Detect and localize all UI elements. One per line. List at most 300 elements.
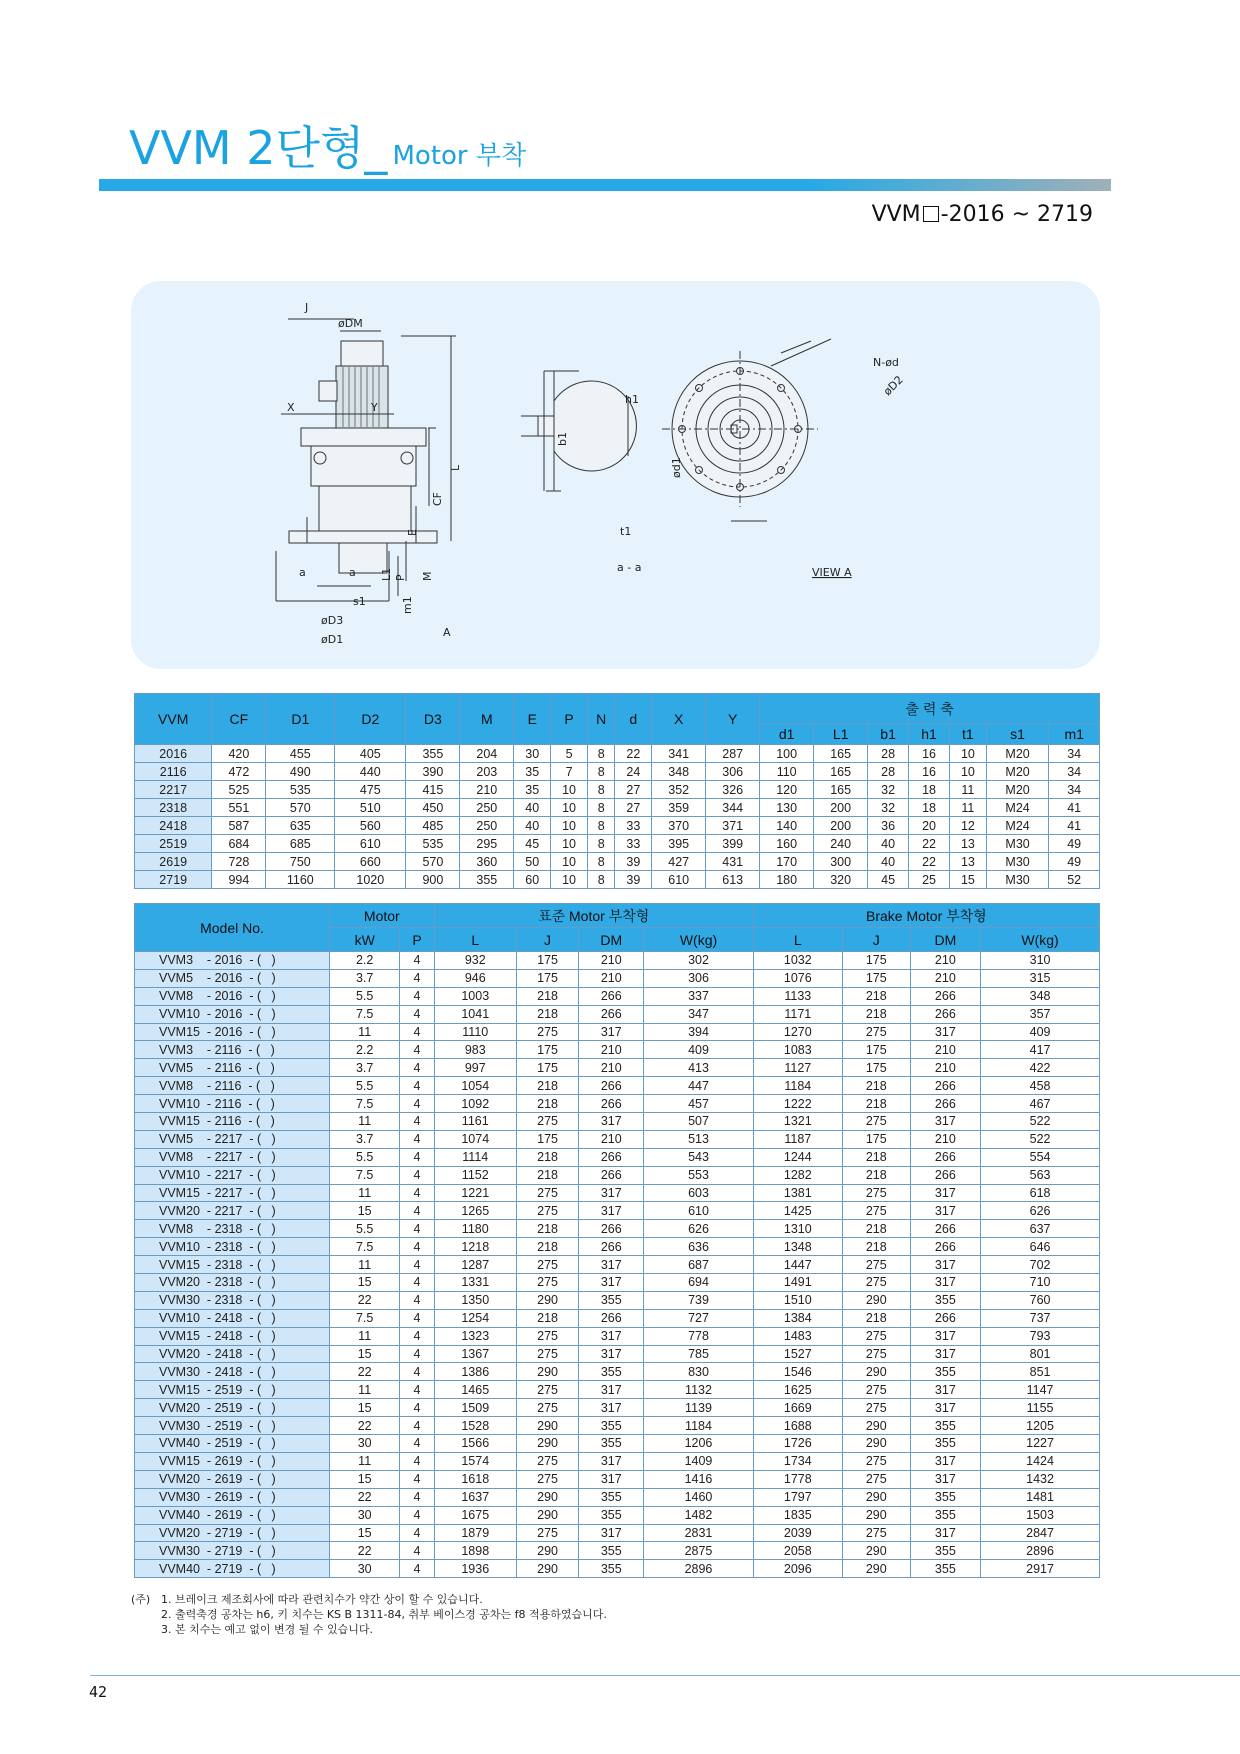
note-3: 3. 본 치수는 예고 없이 변경 될 수 있습니다. xyxy=(161,1623,373,1636)
table-cell: 275 xyxy=(516,1524,578,1542)
table-cell: 4 xyxy=(400,1417,434,1435)
table-cell: 41 xyxy=(1049,817,1100,835)
table-cell: 317 xyxy=(910,1023,981,1041)
table-cell: 2875 xyxy=(644,1542,753,1560)
table-cell: 1491 xyxy=(753,1274,842,1292)
table-row xyxy=(135,1506,1100,1524)
table-cell: 2039 xyxy=(753,1524,842,1542)
table-cell: 22 xyxy=(330,1542,400,1560)
notes-label: (주) xyxy=(131,1593,151,1606)
table-cell: 22 xyxy=(330,1363,400,1381)
table-cell: 290 xyxy=(842,1435,910,1453)
table-cell: 431 xyxy=(706,853,760,871)
table-cell: 7.5 xyxy=(330,1309,400,1327)
table-cell: 317 xyxy=(910,1345,981,1363)
table-cell: 40 xyxy=(514,799,551,817)
table-cell: 507 xyxy=(644,1113,753,1131)
table-cell: 10 xyxy=(949,745,986,763)
model-cell: VVM30 - 2719 - ( ) xyxy=(135,1542,330,1560)
table-cell: 347 xyxy=(644,1005,753,1023)
table-cell: 1287 xyxy=(434,1256,516,1274)
dim-header-7: P xyxy=(551,694,588,745)
table-cell: M20 xyxy=(986,745,1049,763)
table-cell: 160 xyxy=(760,835,814,853)
table-cell: 28 xyxy=(868,745,909,763)
table-cell: 4 xyxy=(400,1327,434,1345)
table-cell: 1566 xyxy=(434,1435,516,1453)
table-cell: 7.5 xyxy=(330,1095,400,1113)
table-cell: 4 xyxy=(400,1202,434,1220)
note-1: 1. 브레이크 제조회사에 따라 관련치수가 약간 상이 할 수 있습니다. xyxy=(161,1593,483,1606)
table-cell: 1936 xyxy=(434,1560,516,1578)
table-cell: 1076 xyxy=(753,969,842,987)
table-cell: 475 xyxy=(335,781,406,799)
table-cell: 8 xyxy=(587,817,614,835)
table-cell: 694 xyxy=(644,1274,753,1292)
motor-subheader-9: W(kg) xyxy=(981,928,1100,952)
table-cell: 218 xyxy=(516,1148,578,1166)
table-cell: 1206 xyxy=(644,1435,753,1453)
table-cell: 210 xyxy=(910,1130,981,1148)
table-cell: 2096 xyxy=(753,1560,842,1578)
table-cell: 200 xyxy=(814,817,868,835)
table-cell: 32 xyxy=(868,781,909,799)
table-cell: 660 xyxy=(335,853,406,871)
table-cell: 440 xyxy=(335,763,406,781)
model-cell: VVM5 - 2116 - ( ) xyxy=(135,1059,330,1077)
table-cell: 1381 xyxy=(753,1184,842,1202)
table-cell: 455 xyxy=(266,745,335,763)
table-cell: 266 xyxy=(910,1077,981,1095)
table-row xyxy=(135,871,1100,889)
table-cell: 10 xyxy=(551,871,588,889)
dim-subheader-2: b1 xyxy=(868,724,909,745)
table-cell: 25 xyxy=(909,871,950,889)
table-row xyxy=(135,1005,1100,1023)
table-cell: 40 xyxy=(868,853,909,871)
table-cell: 1147 xyxy=(981,1381,1100,1399)
table-cell: 317 xyxy=(579,1345,644,1363)
table-cell: 1424 xyxy=(981,1452,1100,1470)
table-cell: 317 xyxy=(579,1202,644,1220)
table-cell: 306 xyxy=(644,969,753,987)
table-cell: 4 xyxy=(400,1023,434,1041)
table-cell: 180 xyxy=(760,871,814,889)
table-cell: 4 xyxy=(400,952,434,970)
model-cell: VVM10 - 2217 - ( ) xyxy=(135,1166,330,1184)
table-cell: 250 xyxy=(460,817,514,835)
table-cell: 447 xyxy=(644,1077,753,1095)
motor-subheader-1: P xyxy=(400,928,434,952)
table-cell: 266 xyxy=(910,1095,981,1113)
table-cell: 266 xyxy=(910,1238,981,1256)
table-cell: 2016 xyxy=(135,745,212,763)
table-cell: 750 xyxy=(266,853,335,871)
table-cell: 306 xyxy=(706,763,760,781)
model-cell: VVM30 - 2318 - ( ) xyxy=(135,1291,330,1309)
table-cell: 409 xyxy=(981,1023,1100,1041)
label-D2: øD2 xyxy=(880,373,906,399)
upper-flange xyxy=(301,428,426,446)
header-model-no: Model No. xyxy=(135,904,330,952)
table-cell: 317 xyxy=(910,1202,981,1220)
model-cell: VVM10 - 2318 - ( ) xyxy=(135,1238,330,1256)
table-cell: 1898 xyxy=(434,1542,516,1560)
table-cell: 1481 xyxy=(981,1488,1100,1506)
table-cell: 275 xyxy=(842,1184,910,1202)
table-cell: 110 xyxy=(760,763,814,781)
table-cell: 317 xyxy=(910,1113,981,1131)
table-cell: 11 xyxy=(330,1023,400,1041)
label-L1: L1 xyxy=(380,567,393,581)
table-cell: 636 xyxy=(644,1238,753,1256)
table-cell: 1161 xyxy=(434,1113,516,1131)
table-cell: 490 xyxy=(266,763,335,781)
table-cell: 4 xyxy=(400,1488,434,1506)
table-cell: 4 xyxy=(400,1363,434,1381)
table-cell: 275 xyxy=(842,1524,910,1542)
table-row xyxy=(135,1524,1100,1542)
table-cell: 2847 xyxy=(981,1524,1100,1542)
table-cell: 11 xyxy=(330,1381,400,1399)
table-cell: 140 xyxy=(760,817,814,835)
table-cell: 317 xyxy=(579,1184,644,1202)
table-cell: 39 xyxy=(615,871,652,889)
table-row xyxy=(135,1059,1100,1077)
table-cell: 7 xyxy=(551,763,588,781)
table-row xyxy=(135,1345,1100,1363)
table-cell: 522 xyxy=(981,1130,1100,1148)
table-cell: 10 xyxy=(551,817,588,835)
table-cell: 310 xyxy=(981,952,1100,970)
table-cell: 15 xyxy=(330,1524,400,1542)
table-cell: 275 xyxy=(842,1399,910,1417)
drawing-svg xyxy=(131,281,1100,669)
model-cell: VVM8 - 2318 - ( ) xyxy=(135,1220,330,1238)
table-cell: 317 xyxy=(579,1327,644,1345)
table-cell: 5 xyxy=(551,745,588,763)
table-cell: 535 xyxy=(406,835,460,853)
table-cell: 175 xyxy=(842,1130,910,1148)
table-cell: 1503 xyxy=(981,1506,1100,1524)
table-cell: M30 xyxy=(986,871,1049,889)
table-cell: 275 xyxy=(516,1184,578,1202)
table-row xyxy=(135,835,1100,853)
table-cell: 793 xyxy=(981,1327,1100,1345)
dim-subheader-1: L1 xyxy=(814,724,868,745)
table-cell: 290 xyxy=(842,1506,910,1524)
table-cell: 218 xyxy=(842,1220,910,1238)
table-cell: 275 xyxy=(842,1113,910,1131)
table-cell: 52 xyxy=(1049,871,1100,889)
table-cell: 4 xyxy=(400,1291,434,1309)
table-row xyxy=(135,1095,1100,1113)
table-row xyxy=(135,1113,1100,1131)
model-cell: VVM30 - 2619 - ( ) xyxy=(135,1488,330,1506)
motor-subheader-0: kW xyxy=(330,928,400,952)
table-cell: 250 xyxy=(460,799,514,817)
table-cell: 4 xyxy=(400,1309,434,1327)
table-cell: 8 xyxy=(587,799,614,817)
table-cell: 357 xyxy=(981,1005,1100,1023)
table-cell: 1092 xyxy=(434,1095,516,1113)
model-cell: VVM8 - 2016 - ( ) xyxy=(135,987,330,1005)
table-cell: 11 xyxy=(330,1452,400,1470)
table-cell: 290 xyxy=(516,1291,578,1309)
page-number: 42 xyxy=(89,1683,108,1701)
table-row xyxy=(135,1130,1100,1148)
table-cell: 130 xyxy=(760,799,814,817)
table-cell: 290 xyxy=(516,1506,578,1524)
table-cell: 450 xyxy=(406,799,460,817)
table-cell: 1546 xyxy=(753,1363,842,1381)
terminal-box xyxy=(319,381,337,401)
table-cell: 175 xyxy=(516,1130,578,1148)
table-cell: 326 xyxy=(706,781,760,799)
table-cell: 415 xyxy=(406,781,460,799)
table-cell: 40 xyxy=(514,817,551,835)
table-cell: 290 xyxy=(842,1560,910,1578)
table-row xyxy=(135,987,1100,1005)
table-cell: 295 xyxy=(460,835,514,853)
dim-subheader-3: h1 xyxy=(909,724,950,745)
dim-header-4: D3 xyxy=(406,694,460,745)
model-cell: VVM40 - 2719 - ( ) xyxy=(135,1560,330,1578)
table-cell: 218 xyxy=(516,1238,578,1256)
table-cell: 275 xyxy=(842,1023,910,1041)
table-cell: 1020 xyxy=(335,871,406,889)
table-cell: 4 xyxy=(400,1113,434,1131)
table-cell: 165 xyxy=(814,781,868,799)
table-cell: 4 xyxy=(400,1345,434,1363)
table-row xyxy=(135,1077,1100,1095)
motor-table-body xyxy=(135,952,1100,1578)
dim-subheader-6: m1 xyxy=(1049,724,1100,745)
table-cell: 613 xyxy=(706,871,760,889)
table-row xyxy=(135,1452,1100,1470)
table-cell: 266 xyxy=(579,1309,644,1327)
table-cell: 2917 xyxy=(981,1560,1100,1578)
table-cell: 1032 xyxy=(753,952,842,970)
table-cell: 1527 xyxy=(753,1345,842,1363)
table-cell: 1110 xyxy=(434,1023,516,1041)
table-cell: 355 xyxy=(910,1417,981,1435)
model-cell: VVM10 - 2418 - ( ) xyxy=(135,1309,330,1327)
model-cell: VVM20 - 2719 - ( ) xyxy=(135,1524,330,1542)
table-cell: 355 xyxy=(910,1291,981,1309)
dim-header-9: d xyxy=(615,694,652,745)
table-cell: M24 xyxy=(986,817,1049,835)
model-cell: VVM40 - 2619 - ( ) xyxy=(135,1506,330,1524)
table-row xyxy=(135,763,1100,781)
header-motor: Motor xyxy=(330,904,435,928)
table-cell: 275 xyxy=(516,1256,578,1274)
table-cell: 710 xyxy=(981,1274,1100,1292)
table-cell: 1482 xyxy=(644,1506,753,1524)
dim-header-10: X xyxy=(652,694,706,745)
table-cell: 290 xyxy=(516,1542,578,1560)
footnotes xyxy=(131,1592,607,1637)
table-cell: 175 xyxy=(516,969,578,987)
table-cell: 1460 xyxy=(644,1488,753,1506)
table-cell: 218 xyxy=(516,1166,578,1184)
table-cell: 355 xyxy=(910,1435,981,1453)
table-row xyxy=(135,1274,1100,1292)
model-cell: VVM10 - 2116 - ( ) xyxy=(135,1095,330,1113)
table-cell: 4 xyxy=(400,1524,434,1542)
motor-subheader-6: L xyxy=(753,928,842,952)
table-cell: 522 xyxy=(981,1113,1100,1131)
table-cell: 560 xyxy=(335,817,406,835)
table-cell: 266 xyxy=(579,1095,644,1113)
table-cell: M20 xyxy=(986,763,1049,781)
table-cell: 317 xyxy=(579,1256,644,1274)
table-cell: 1132 xyxy=(644,1381,753,1399)
motor-table-header-row xyxy=(135,904,1100,928)
table-cell: 4 xyxy=(400,1041,434,1059)
table-cell: 360 xyxy=(460,853,514,871)
table-cell: 218 xyxy=(516,1005,578,1023)
table-cell: 210 xyxy=(910,969,981,987)
table-cell: 4 xyxy=(400,1166,434,1184)
table-cell: 1879 xyxy=(434,1524,516,1542)
table-cell: 4 xyxy=(400,969,434,987)
table-cell: 4 xyxy=(400,1220,434,1238)
table-cell: 5.5 xyxy=(330,987,400,1005)
table-cell: 1321 xyxy=(753,1113,842,1131)
table-cell: 41 xyxy=(1049,799,1100,817)
table-cell: 266 xyxy=(579,1238,644,1256)
table-cell: 1447 xyxy=(753,1256,842,1274)
table-cell: 275 xyxy=(516,1023,578,1041)
table-cell: 35 xyxy=(514,763,551,781)
label-s1: s1 xyxy=(353,595,366,608)
table-cell: 40 xyxy=(868,835,909,853)
table-cell: 266 xyxy=(579,1077,644,1095)
table-cell: 28 xyxy=(868,763,909,781)
model-cell: VVM15 - 2016 - ( ) xyxy=(135,1023,330,1041)
table-row xyxy=(135,817,1100,835)
table-cell: 2058 xyxy=(753,1542,842,1560)
table-row xyxy=(135,952,1100,970)
table-cell: 4 xyxy=(400,1381,434,1399)
motor-subheader-7: J xyxy=(842,928,910,952)
table-cell: 275 xyxy=(842,1256,910,1274)
table-cell: M30 xyxy=(986,853,1049,871)
table-cell: 5.5 xyxy=(330,1077,400,1095)
table-cell: 1184 xyxy=(644,1417,753,1435)
table-cell: 45 xyxy=(868,871,909,889)
table-cell: 727 xyxy=(644,1309,753,1327)
table-cell: 8 xyxy=(587,745,614,763)
table-cell: 525 xyxy=(212,781,266,799)
model-cell: VVM30 - 2519 - ( ) xyxy=(135,1417,330,1435)
table-cell: 341 xyxy=(652,745,706,763)
table-cell: 34 xyxy=(1049,781,1100,799)
table-cell: 24 xyxy=(615,763,652,781)
table-cell: 1331 xyxy=(434,1274,516,1292)
table-cell: 33 xyxy=(615,817,652,835)
label-d1: ød1 xyxy=(670,457,683,478)
table-cell: 1074 xyxy=(434,1130,516,1148)
dim-subheader-4: t1 xyxy=(949,724,986,745)
table-cell: 1618 xyxy=(434,1470,516,1488)
table-cell: 355 xyxy=(579,1435,644,1453)
table-cell: 266 xyxy=(579,987,644,1005)
table-cell: 1152 xyxy=(434,1166,516,1184)
table-cell: 290 xyxy=(516,1363,578,1381)
table-cell: 210 xyxy=(910,1059,981,1077)
table-cell: 2.2 xyxy=(330,952,400,970)
table-cell: 275 xyxy=(516,1327,578,1345)
table-cell: 175 xyxy=(516,952,578,970)
table-cell: 290 xyxy=(516,1560,578,1578)
table-cell: 317 xyxy=(579,1023,644,1041)
table-cell: 570 xyxy=(266,799,335,817)
table-cell: 39 xyxy=(615,853,652,871)
table-row xyxy=(135,1470,1100,1488)
table-cell: 218 xyxy=(842,1166,910,1184)
table-cell: 994 xyxy=(212,871,266,889)
table-cell: 210 xyxy=(460,781,514,799)
label-P: P xyxy=(394,574,407,581)
table-cell: 165 xyxy=(814,763,868,781)
table-cell: 472 xyxy=(212,763,266,781)
table-cell: 218 xyxy=(516,1309,578,1327)
table-cell: 570 xyxy=(406,853,460,871)
table-cell: 10 xyxy=(949,763,986,781)
table-cell: 36 xyxy=(868,817,909,835)
label-D3: øD3 xyxy=(321,614,344,627)
table-cell: 1244 xyxy=(753,1148,842,1166)
table-cell: 554 xyxy=(981,1148,1100,1166)
table-cell: 218 xyxy=(842,1309,910,1327)
table-cell: 1218 xyxy=(434,1238,516,1256)
table-cell: 728 xyxy=(212,853,266,871)
table-cell: 218 xyxy=(516,1095,578,1113)
table-cell: 1160 xyxy=(266,871,335,889)
placeholder-box-icon xyxy=(923,206,939,222)
label-A: A xyxy=(443,626,451,639)
table-cell: 18 xyxy=(909,799,950,817)
table-cell: 320 xyxy=(814,871,868,889)
table-cell: 290 xyxy=(842,1542,910,1560)
table-cell: 275 xyxy=(842,1470,910,1488)
table-cell: 317 xyxy=(910,1452,981,1470)
table-row xyxy=(135,1041,1100,1059)
table-cell: 1675 xyxy=(434,1506,516,1524)
table-cell: 4 xyxy=(400,1274,434,1292)
table-cell: 290 xyxy=(516,1417,578,1435)
table-cell: M30 xyxy=(986,835,1049,853)
table-cell: 687 xyxy=(644,1256,753,1274)
table-cell: 1221 xyxy=(434,1184,516,1202)
table-cell: 266 xyxy=(910,1309,981,1327)
table-cell: 395 xyxy=(652,835,706,853)
table-cell: 218 xyxy=(842,987,910,1005)
label-CF: CF xyxy=(431,491,444,506)
table-row xyxy=(135,1435,1100,1453)
table-cell: 266 xyxy=(579,1005,644,1023)
table-row xyxy=(135,1327,1100,1345)
table-row xyxy=(135,1256,1100,1274)
table-cell: 685 xyxy=(266,835,335,853)
table-cell: 10 xyxy=(551,835,588,853)
table-cell: 785 xyxy=(644,1345,753,1363)
table-row xyxy=(135,1381,1100,1399)
table-cell: 3.7 xyxy=(330,969,400,987)
table-row xyxy=(135,1023,1100,1041)
